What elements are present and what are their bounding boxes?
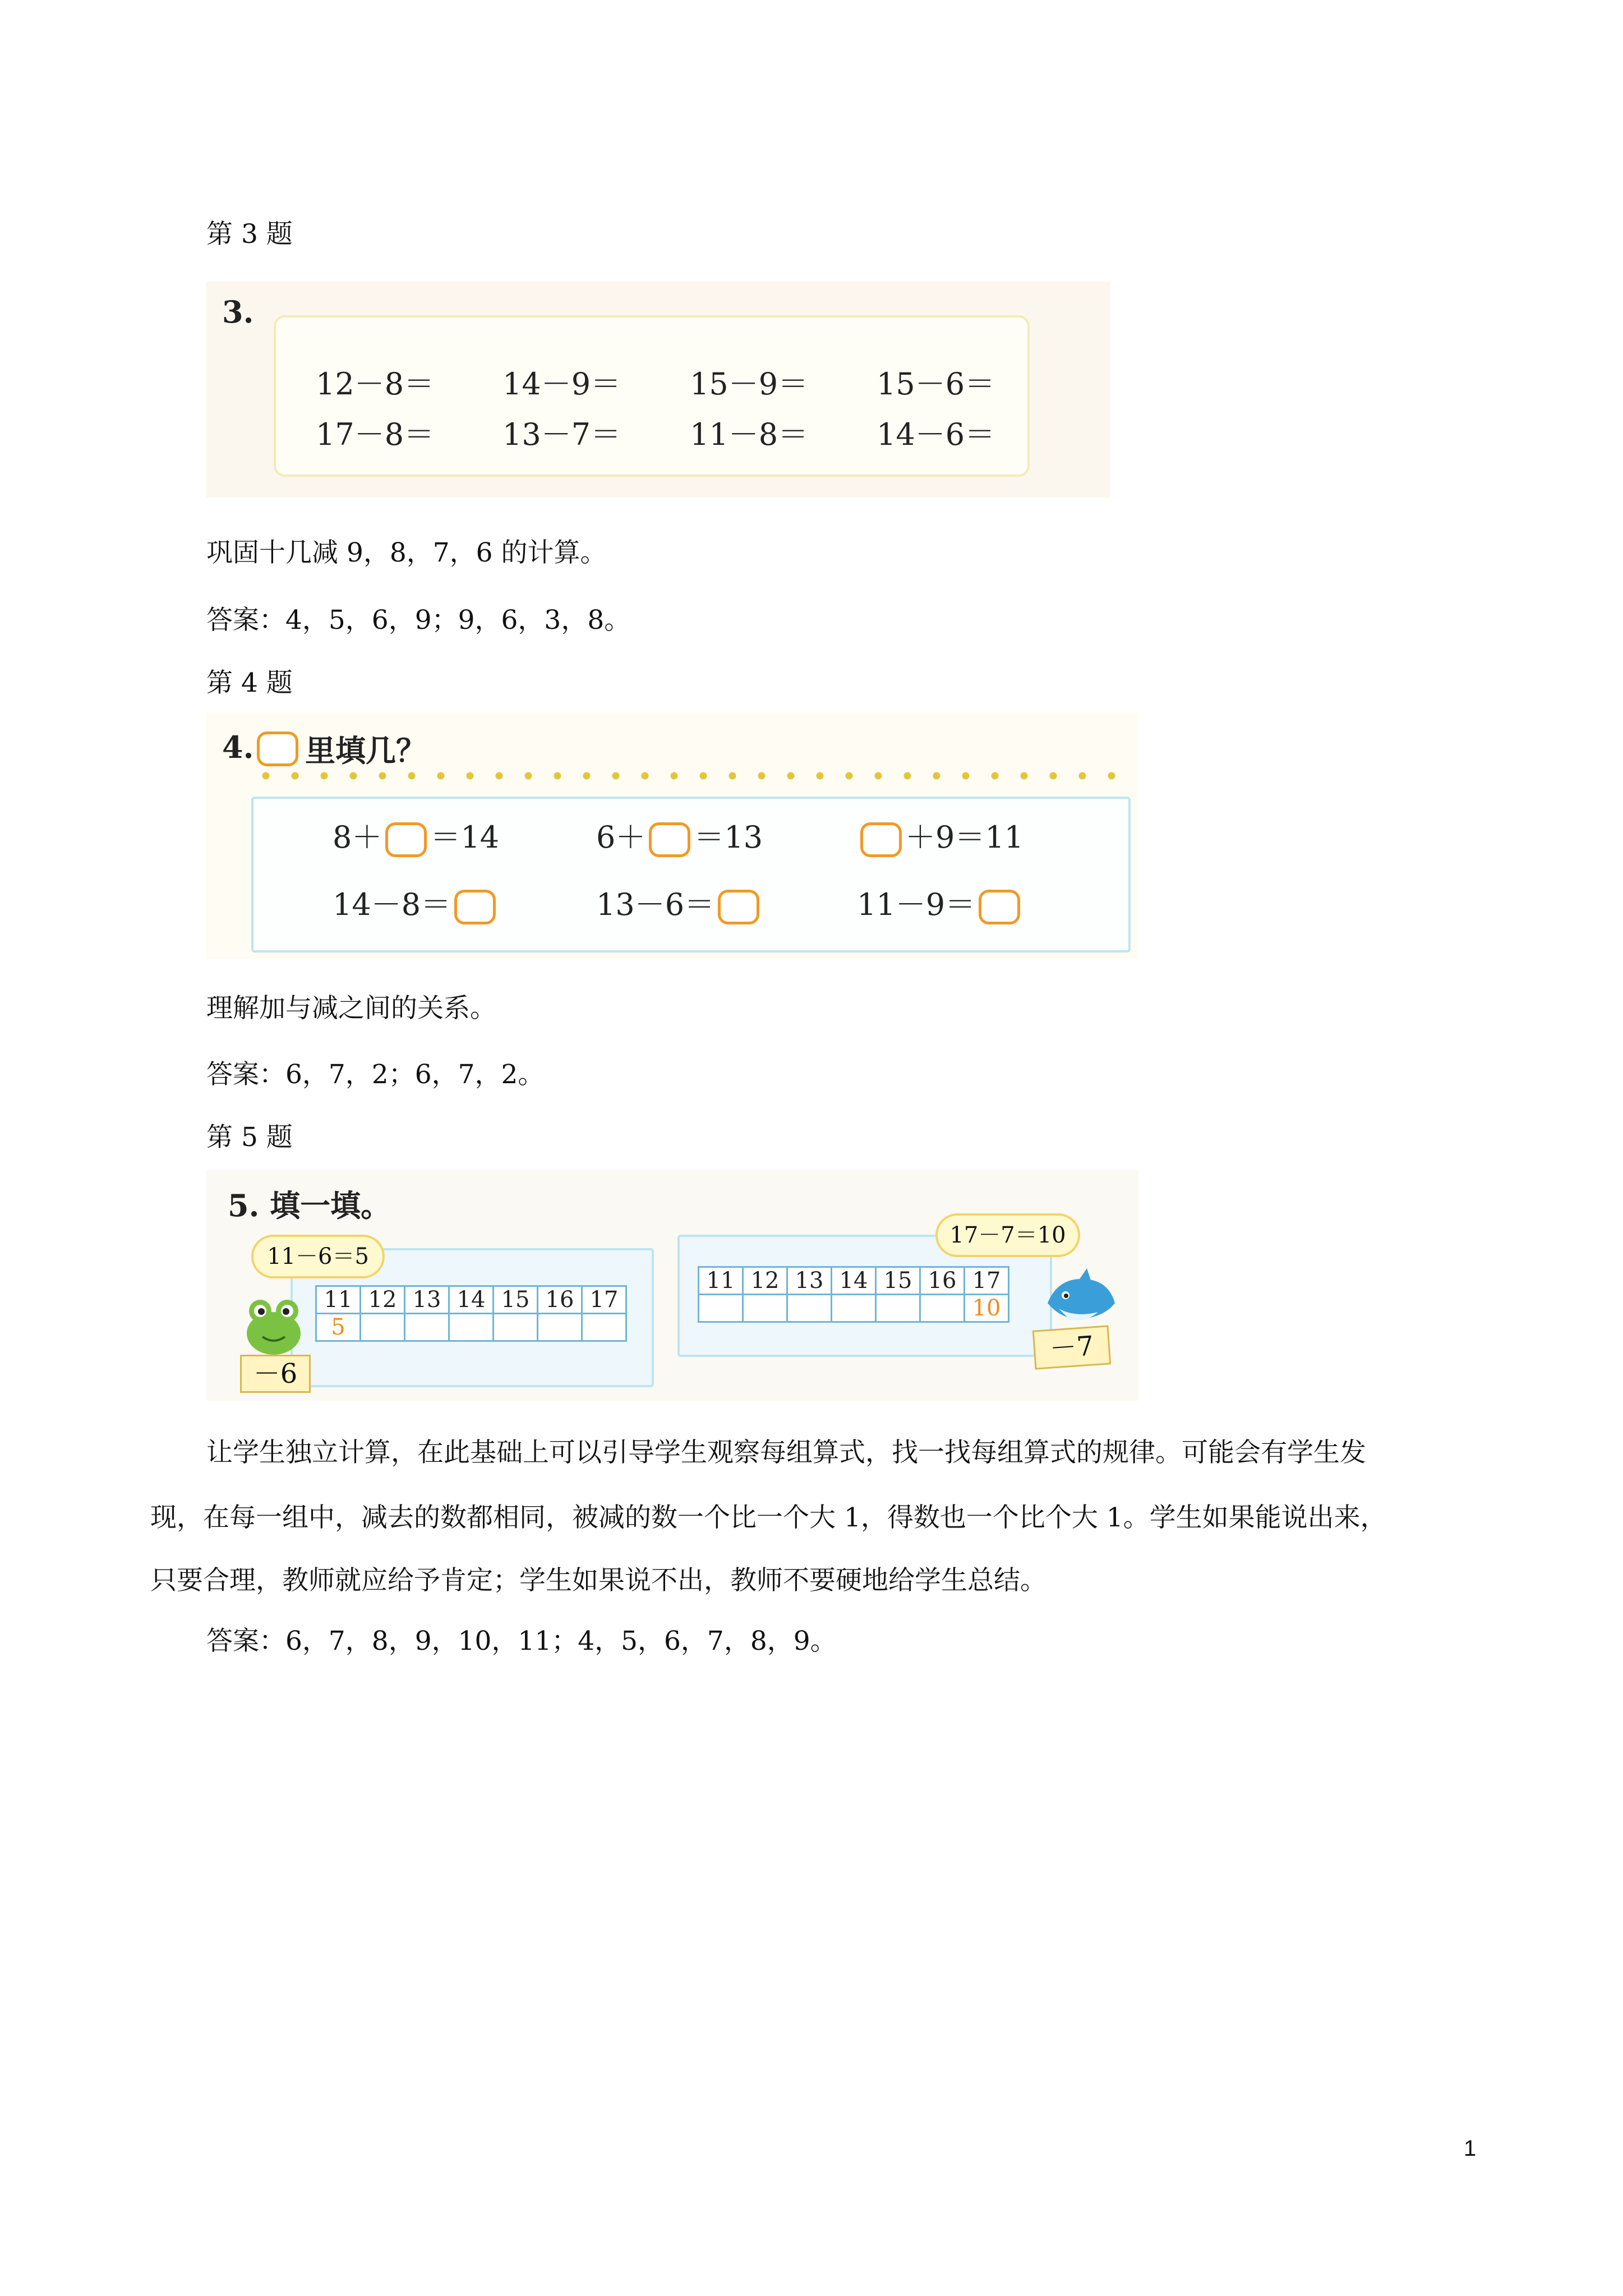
- q3-label: 3.: [222, 294, 254, 330]
- frog-icon: [240, 1293, 307, 1360]
- q5-heading: 第 5 题: [206, 1122, 293, 1153]
- q5-paragraph-line: 只要合理，教师就应给予肯定；学生如果说不出，教师不要硬地给学生总结。: [150, 1565, 1046, 1596]
- left-number-table: [315, 1285, 627, 1342]
- q3-note: 巩固十几减 9，8，7，6 的计算。: [206, 537, 607, 568]
- answer-box[interactable]: [649, 822, 690, 857]
- q3-eq: 14－6＝: [877, 417, 995, 452]
- q3-answer: 答案：4，5，6，9；9，6，3，8。: [206, 605, 631, 636]
- answer-box-icon: [257, 731, 298, 766]
- q4-exercise-image: [206, 712, 1138, 959]
- answer-cell[interactable]: [582, 1314, 626, 1341]
- q3-heading: 第 3 题: [206, 219, 293, 250]
- answer-cell[interactable]: [538, 1314, 582, 1341]
- answer-cell[interactable]: [361, 1314, 405, 1341]
- q5-paragraph-line: 现，在每一组中，减去的数都相同，被减的数一个比一个大 1，得数也一个比个大 1。学生如果能说出来，: [150, 1502, 1387, 1533]
- answer-box[interactable]: [860, 822, 902, 857]
- table-cell: 12: [361, 1286, 405, 1314]
- q5-exercise-image: [206, 1170, 1138, 1401]
- table-row: [316, 1314, 626, 1341]
- table-cell: 15: [494, 1286, 538, 1314]
- answer-box[interactable]: [718, 890, 759, 924]
- q5-answer: 答案：6，7，8，9，10，11；4，5，6，7，8，9。: [206, 1626, 837, 1657]
- q3-eq: 15－6＝: [877, 366, 995, 402]
- q3-eq: 14－9＝: [502, 366, 621, 402]
- page-number: 1: [1464, 2136, 1477, 2161]
- table-cell: 11: [316, 1286, 361, 1314]
- q4-label: 4.: [222, 729, 254, 765]
- answer-box[interactable]: [454, 890, 496, 924]
- answer-box[interactable]: [385, 822, 427, 857]
- table-row: [699, 1295, 1009, 1322]
- table-cell: 13: [405, 1286, 449, 1314]
- q4-eq: 8＋ ＝14: [333, 813, 499, 857]
- right-speech-bubble: 17－7＝10: [935, 1213, 1080, 1257]
- answer-cell[interactable]: [787, 1295, 832, 1322]
- table-cell: 15: [876, 1267, 920, 1295]
- q4-eq: ＋9＝11: [857, 813, 1023, 857]
- dotted-border: [251, 772, 1126, 780]
- q3-eq: 17－8＝: [316, 417, 435, 452]
- right-number-table: [698, 1266, 1009, 1323]
- table-row: [316, 1286, 626, 1314]
- table-cell: 14: [449, 1286, 494, 1314]
- answer-cell[interactable]: [743, 1295, 787, 1322]
- answer-box[interactable]: [979, 890, 1020, 924]
- table-cell: 17: [582, 1286, 626, 1314]
- table-row: [699, 1267, 1009, 1295]
- table-cell: 17: [965, 1267, 1009, 1295]
- table-cell: 12: [743, 1267, 787, 1295]
- table-cell: 14: [832, 1267, 876, 1295]
- answer-cell[interactable]: [832, 1295, 876, 1322]
- q3-eq: 15－9＝: [690, 366, 809, 402]
- q3-eq: 12－8＝: [316, 366, 435, 402]
- table-cell: 5: [316, 1314, 361, 1341]
- right-minus-tag: －7: [1032, 1325, 1112, 1369]
- answer-cell[interactable]: [405, 1314, 449, 1341]
- left-minus-tag: －6: [240, 1355, 311, 1393]
- q4-answer: 答案：6，7，2；6，7，2。: [206, 1059, 545, 1090]
- q4-eq: 13－6＝: [596, 881, 763, 924]
- answer-cell[interactable]: [494, 1314, 538, 1341]
- q4-eq: 6＋ ＝13: [596, 813, 763, 857]
- q4-eq: 14－8＝: [333, 881, 499, 924]
- table-cell: 11: [699, 1267, 743, 1295]
- q4-heading: 第 4 题: [206, 668, 293, 698]
- q4-eq: 11－9＝: [857, 881, 1023, 924]
- answer-cell[interactable]: [920, 1295, 965, 1322]
- answer-cell[interactable]: [876, 1295, 920, 1322]
- q3-eq: 13－7＝: [502, 417, 621, 452]
- table-cell: 10: [965, 1295, 1009, 1322]
- q5-paragraph-line: 让学生独立计算，在此基础上可以引导学生观察每组算式，找一找每组算式的规律。可能会有学生发: [206, 1437, 1366, 1468]
- table-cell: 13: [787, 1267, 832, 1295]
- left-speech-bubble: 11－6＝5: [251, 1235, 385, 1278]
- table-cell: 16: [920, 1267, 965, 1295]
- answer-cell[interactable]: [449, 1314, 494, 1341]
- answer-cell[interactable]: [699, 1295, 743, 1322]
- q4-title: 里填几？: [305, 733, 426, 769]
- q3-eq: 11－8＝: [690, 417, 809, 452]
- q5-title: 5. 填一填。: [228, 1188, 391, 1223]
- table-cell: 16: [538, 1286, 582, 1314]
- q3-exercise-image: [206, 282, 1110, 498]
- q4-note: 理解加与减之间的关系。: [206, 993, 496, 1024]
